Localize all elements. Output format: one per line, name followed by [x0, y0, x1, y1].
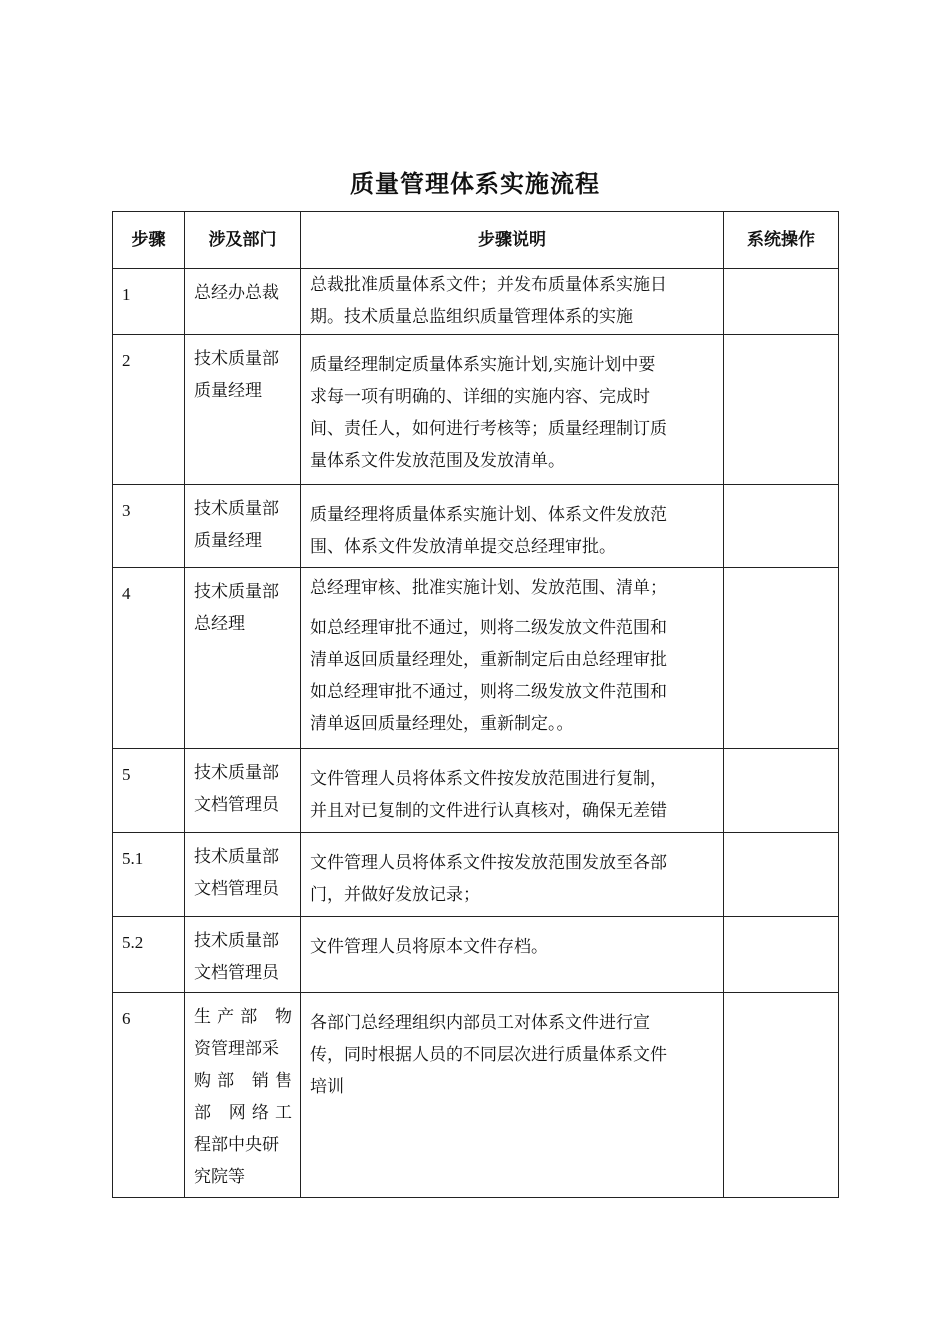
table-row	[113, 335, 839, 485]
desc-line: 总经理审核、批准实施计划、发放范围、清单；	[310, 578, 667, 598]
desc-line: 清单返回质量经理处，重新制定。。	[310, 714, 574, 734]
step-cell: 1	[113, 269, 185, 335]
desc-line: 培训	[310, 1077, 344, 1097]
dept-cell	[185, 568, 301, 749]
dept-line: 部 网络工	[194, 1103, 292, 1123]
desc-cell	[301, 568, 724, 749]
system-cell	[724, 833, 839, 917]
dept-line: 程部中央研	[194, 1135, 279, 1155]
dept-line: 质量经理	[194, 531, 262, 551]
dept-cell	[185, 749, 301, 833]
desc-line: 如总经理审批不通过，则将二级发放文件范围和	[310, 618, 667, 638]
dept-line: 技术质量部	[194, 847, 279, 867]
system-cell	[724, 485, 839, 568]
desc-cell	[301, 917, 724, 993]
system-cell	[724, 568, 839, 749]
step-cell: 6	[113, 993, 185, 1198]
table-header-row	[113, 212, 839, 269]
dept-cell	[185, 485, 301, 568]
dept-line: 技术质量部	[194, 499, 279, 519]
desc-line: 总裁批准质量体系文件；并发布质量体系实施日	[310, 275, 667, 295]
step-cell: 5	[113, 749, 185, 833]
desc-cell	[301, 335, 724, 485]
desc-line: 期。技术质量总监组织质量管理体系的实施	[310, 307, 633, 327]
desc-line: 质量经理将质量体系实施计划、体系文件发放范	[310, 505, 667, 525]
dept-line: 生产部 物	[194, 1007, 292, 1027]
page-title: 质量管理体系实施流程	[350, 169, 600, 198]
header-system: 系统操作	[724, 212, 839, 269]
desc-cell	[301, 833, 724, 917]
dept-line: 技术质量部	[194, 763, 279, 783]
dept-line: 技术质量部	[194, 931, 279, 951]
desc-line: 求每一项有明确的、详细的实施内容、完成时	[310, 387, 650, 407]
process-table	[112, 211, 839, 1198]
desc-line: 间、责任人，如何进行考核等；质量经理制订质	[310, 419, 667, 439]
header-desc: 步骤说明	[301, 212, 724, 269]
dept-line: 文档管理员	[194, 795, 279, 815]
header-step: 步骤	[113, 212, 185, 269]
dept-line: 资管理部采	[194, 1039, 279, 1059]
desc-line: 传，同时根据人员的不同层次进行质量体系文件	[310, 1045, 667, 1065]
dept-cell	[185, 993, 301, 1198]
desc-cell	[301, 749, 724, 833]
desc-line: 文件管理人员将原本文件存档。	[310, 937, 548, 957]
table-row	[113, 917, 839, 993]
dept-cell	[185, 917, 301, 993]
table-row	[113, 485, 839, 568]
table-row	[113, 269, 839, 335]
step-cell: 2	[113, 335, 185, 485]
desc-line: 围、体系文件发放清单提交总经理审批。	[310, 537, 616, 557]
desc-cell	[301, 269, 724, 335]
system-cell	[724, 269, 839, 335]
desc-cell	[301, 485, 724, 568]
table-row	[113, 833, 839, 917]
desc-line: 清单返回质量经理处，重新制定后由总经理审批	[310, 650, 667, 670]
table-row	[113, 568, 839, 749]
dept-line: 文档管理员	[194, 879, 279, 899]
dept-line: 技术质量部	[194, 582, 279, 602]
table-row	[113, 749, 839, 833]
dept-cell	[185, 335, 301, 485]
dept-line: 购部 销售	[194, 1071, 292, 1091]
desc-line: 如总经理审批不通过，则将二级发放文件范围和	[310, 682, 667, 702]
dept-cell	[185, 833, 301, 917]
desc-cell	[301, 993, 724, 1198]
dept-line: 质量经理	[194, 381, 262, 401]
desc-line: 各部门总经理组织内部员工对体系文件进行宣	[310, 1013, 650, 1033]
desc-line: 质量经理制定质量体系实施计划,实施计划中要	[310, 355, 656, 375]
dept-line: 总经办总裁	[194, 283, 279, 303]
desc-line: 文件管理人员将体系文件按发放范围发放至各部	[310, 853, 667, 873]
step-cell: 5.1	[113, 833, 185, 917]
system-cell	[724, 917, 839, 993]
dept-line: 总经理	[194, 614, 245, 634]
table-row	[113, 993, 839, 1198]
dept-line: 技术质量部	[194, 349, 279, 369]
system-cell	[724, 993, 839, 1198]
step-cell: 3	[113, 485, 185, 568]
desc-line: 并且对已复制的文件进行认真核对，确保无差错	[310, 801, 667, 821]
system-cell	[724, 749, 839, 833]
dept-line: 文档管理员	[194, 963, 279, 983]
dept-line: 究院等	[194, 1167, 245, 1187]
dept-cell	[185, 269, 301, 335]
step-cell: 5.2	[113, 917, 185, 993]
desc-line: 量体系文件发放范围及发放清单。	[310, 451, 565, 471]
header-dept: 涉及部门	[185, 212, 301, 269]
desc-line: 门，并做好发放记录；	[310, 885, 480, 905]
step-cell: 4	[113, 568, 185, 749]
desc-line: 文件管理人员将体系文件按发放范围进行复制，	[310, 769, 667, 789]
system-cell	[724, 335, 839, 485]
